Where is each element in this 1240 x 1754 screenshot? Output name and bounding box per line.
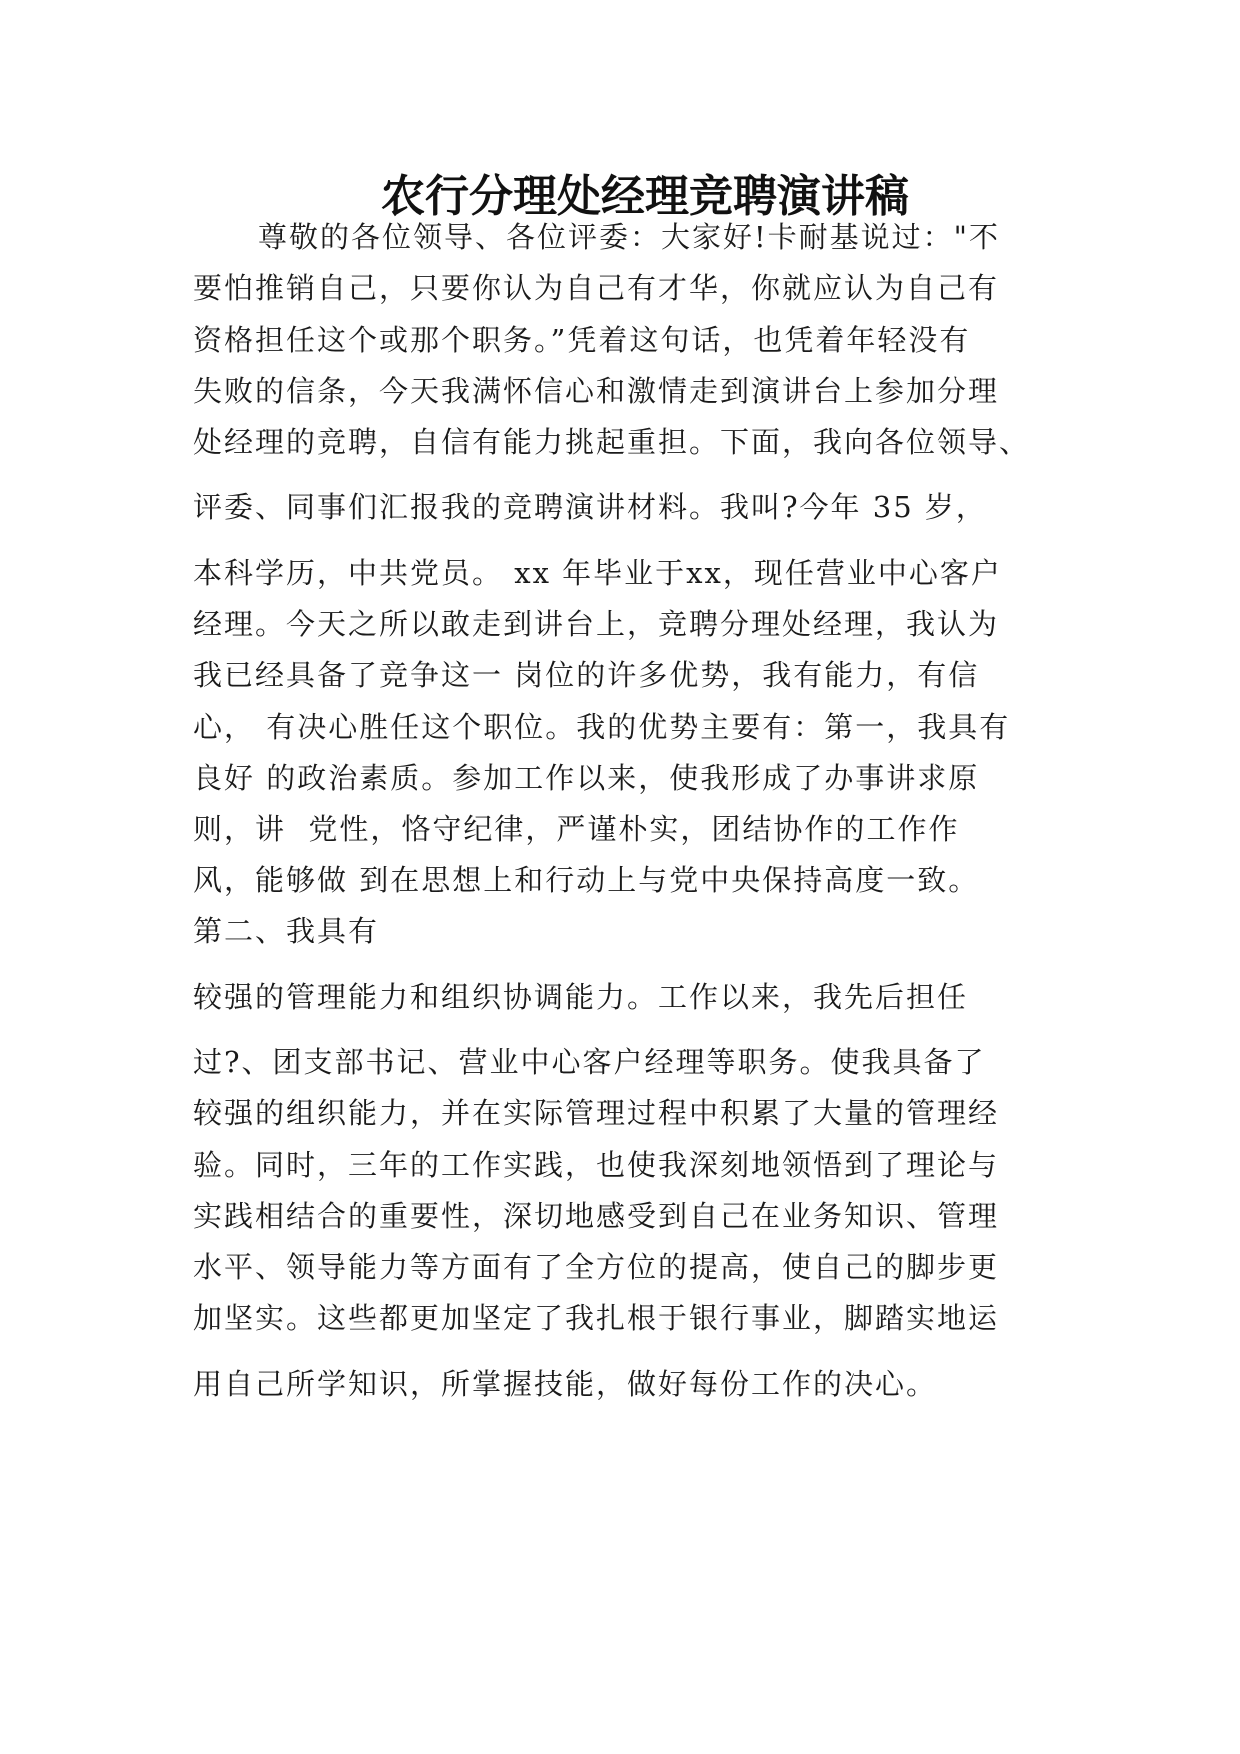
document-title: 农行分理处经理竞聘演讲稿 (381, 171, 909, 222)
body-line: 实践相结合的重要性，深切地感受到自己在业务知识、管理 (193, 1199, 1000, 1233)
body-line: 经理。今天之所以敢走到讲台上，竞聘分理处经理，我认为 (193, 607, 1000, 641)
body-line: 验。同时，三年的工作实践，也使我深刻地领悟到了理论与 (193, 1148, 1000, 1182)
body-line: 尊敬的各位领导、各位评委：大家好!卡耐基说过："不 (258, 220, 1000, 254)
body-line: 较强的组织能力，并在实际管理过程中积累了大量的管理经 (193, 1096, 1000, 1130)
body-line: 要怕推销自己，只要你认为自己有才华，你就应认为自己有 (193, 271, 1000, 305)
body-line: 处经理的竞聘，自信有能力挑起重担。下面，我向各位领导、 (193, 425, 1031, 459)
body-line: 加坚实。这些都更加坚定了我扎根于银行事业，脚踏实地运 (193, 1301, 1000, 1335)
body-line: 较强的管理能力和组织协调能力。工作以来，我先后担任 (193, 980, 969, 1014)
body-line: 我已经具备了竞争这一 岗位的许多优势，我有能力，有信 (193, 658, 980, 692)
body-line: 则，讲 党性，恪守纪律，严谨朴实，团结协作的工作作 (193, 812, 960, 846)
body-line: 第二、我具有 (193, 914, 380, 948)
body-line: 过?、团支部书记、营业中心客户经理等职务。使我具备了 (193, 1045, 986, 1079)
body-line: 本科学历，中共党员。 xx 年毕业于xx，现任营业中心客户 (193, 556, 1002, 590)
body-line: 心， 有决心胜任这个职位。我的优势主要有：第一，我具有 (193, 710, 1011, 744)
body-line: 良好 的政治素质。参加工作以来，使我形成了办事讲求原 (193, 761, 980, 795)
body-line: 失败的信条，今天我满怀信心和激情走到演讲台上参加分理 (193, 374, 1000, 408)
body-line: 用自己所学知识，所掌握技能，做好每份工作的决心。 (193, 1367, 938, 1401)
body-line: 评委、同事们汇报我的竞聘演讲材料。我叫?今年 35 岁， (193, 490, 987, 524)
body-line: 资格担任这个或那个职务。”凭着这句话，也凭着年轻没有 (193, 323, 971, 357)
body-line: 风，能够做 到在思想上和行动上与党中央保持高度一致。 (193, 863, 980, 897)
body-line: 水平、领导能力等方面有了全方位的提高，使自己的脚步更 (193, 1250, 1000, 1284)
